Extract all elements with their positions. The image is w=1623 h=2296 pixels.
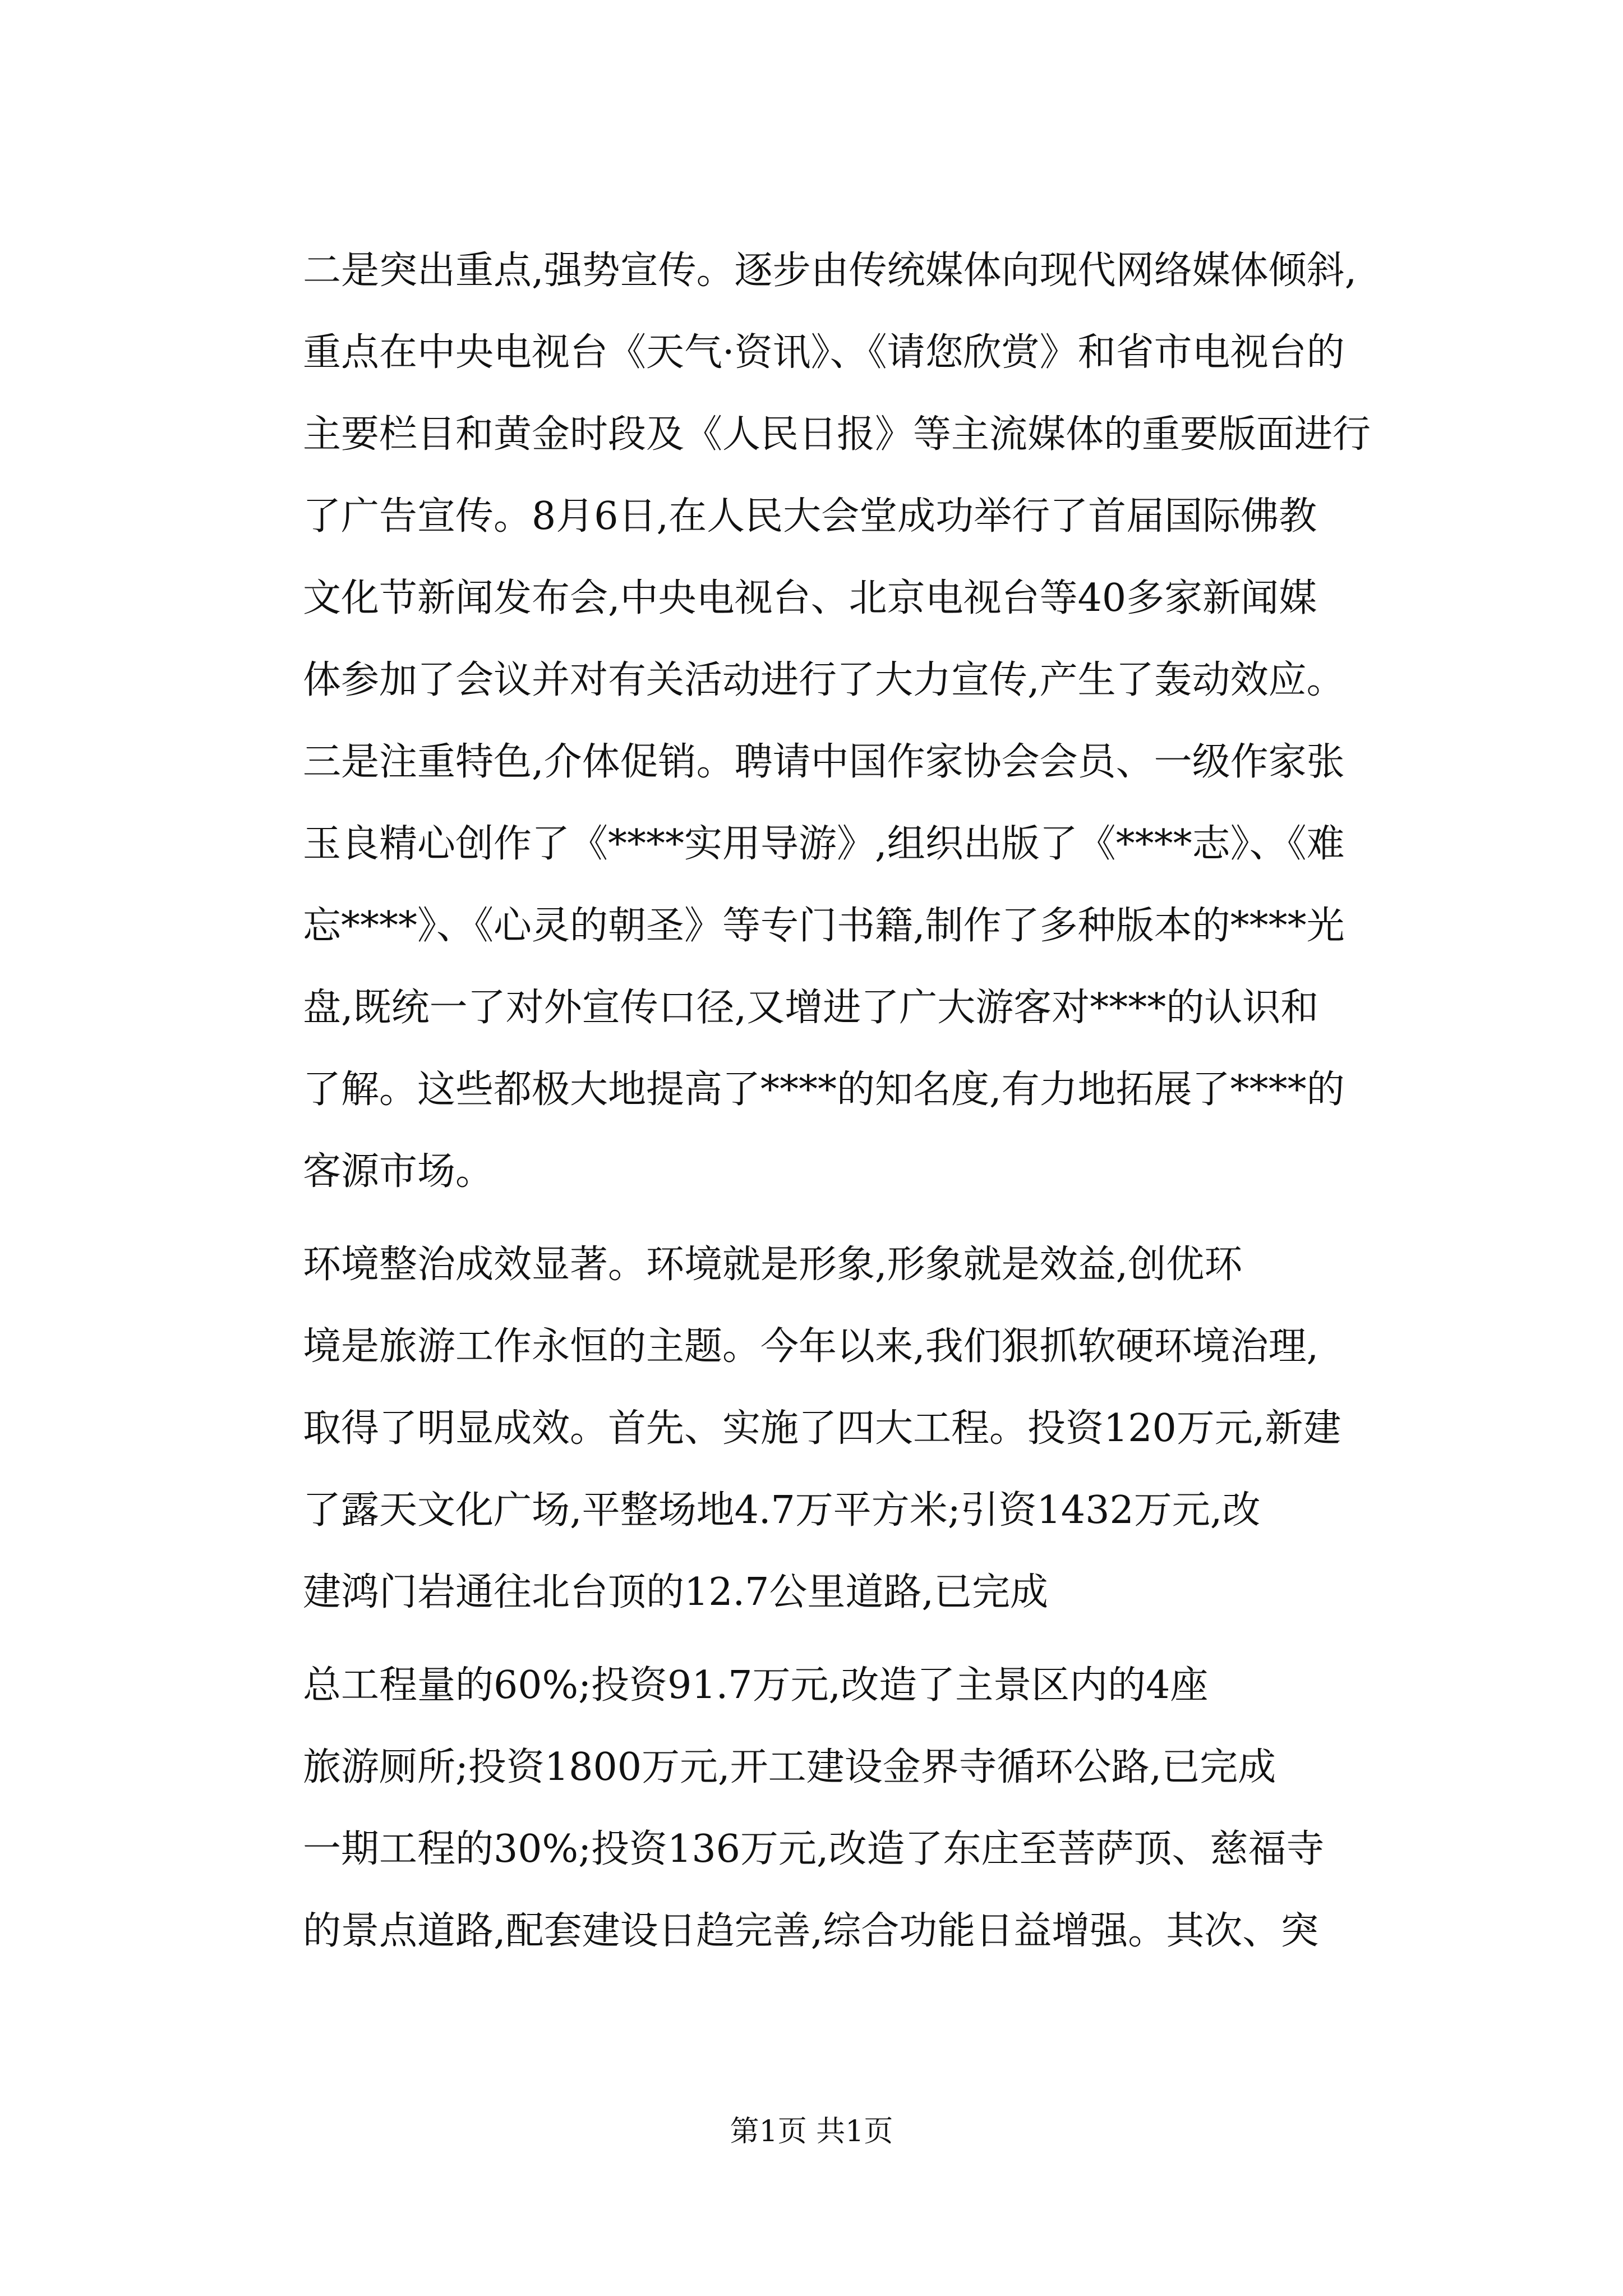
text-line: 了解。这些都极大地提高了****的知名度,有力地拓展了****的 xyxy=(303,1068,1345,1112)
text-line: 建鸿门岩通往北台顶的12.7公里道路,已完成 xyxy=(303,1570,1049,1614)
text-line: 了广告宣传。8月6日,在人民大会堂成功举行了首届国际佛教 xyxy=(303,494,1317,539)
text-line: 境是旅游工作永恒的主题。今年以来,我们狠抓软硬环境治理, xyxy=(303,1324,1319,1369)
paragraph-gap xyxy=(303,1634,1419,1645)
text-line: 重点在中央电视台《天气·资讯》、《请您欣赏》和省市电视台的 xyxy=(303,330,1345,375)
text-line: 总工程量的60%;投资91.7万元,改造了主景区内的4座 xyxy=(303,1663,1209,1708)
text-line: 盘,既统一了对外宣传口径,又增进了广大游客对****的认识和 xyxy=(303,986,1319,1030)
text-line: 的景点道路,配套建设日趋完善,综合功能日益增强。其次、突 xyxy=(303,1909,1319,1953)
text-line: 旅游厕所;投资1800万元,开工建设金界寺循环公路,已完成 xyxy=(303,1745,1276,1789)
text-line: 主要栏目和黄金时段及《人民日报》等主流媒体的重要版面进行 xyxy=(303,412,1371,457)
text-line: 三是注重特色,介体促销。聘请中国作家协会会员、一级作家张 xyxy=(303,740,1345,784)
text-line: 忘****》、《心灵的朝圣》等专门书籍,制作了多种版本的****光 xyxy=(303,904,1345,948)
text-line: 体参加了会议并对有关活动进行了大力宣传,产生了轰动效应。 xyxy=(303,658,1345,702)
text-line: 二是突出重点,强势宣传。逐步由传统媒体向现代网络媒体倾斜, xyxy=(303,249,1357,293)
paragraph-gap xyxy=(303,1213,1419,1224)
page-footer: 第1页 共1页 xyxy=(730,2115,893,2148)
text-line: 一期工程的30%;投资136万元,改造了东庄至菩萨顶、慈福寺 xyxy=(303,1827,1325,1871)
text-line: 玉良精心创作了《****实用导游》,组织出版了《****志》、《难 xyxy=(303,822,1345,866)
text-line: 环境整治成效显著。环境就是形象,形象就是效益,创优环 xyxy=(303,1243,1243,1287)
text-line: 取得了明显成效。首先、实施了四大工程。投资120万元,新建 xyxy=(303,1406,1341,1451)
document-body xyxy=(303,230,1419,1972)
text-line: 了露天文化广场,平整场地4.7万平方米;引资1432万元,改 xyxy=(303,1488,1261,1533)
text-line: 文化节新闻发布会,中央电视台、北京电视台等40多家新闻媒 xyxy=(303,576,1317,620)
text-line: 客源市场。 xyxy=(303,1149,494,1194)
